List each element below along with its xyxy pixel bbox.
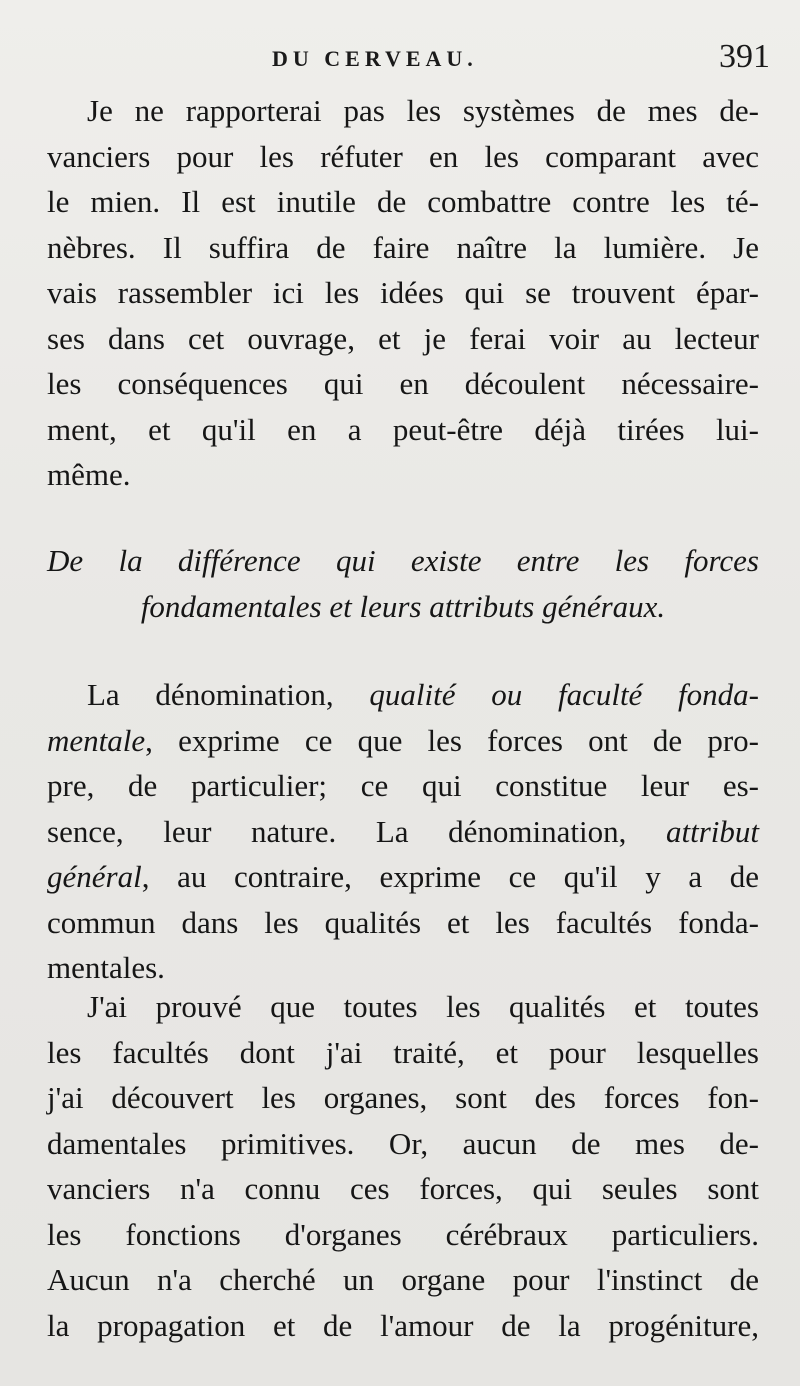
text-roman: , exprime ce que les forces ont de pro-: [145, 722, 759, 758]
page-header: [0, 38, 800, 88]
text-line: vanciers pour les réfuter en les comparant avec: [47, 138, 759, 174]
text-roman: sence, leur nature. La dénomination,: [47, 813, 666, 849]
text-roman: , au contraire, exprime ce qu'il y a de: [141, 859, 759, 894]
page-number: 391: [719, 38, 770, 75]
text-line: les conséquences qui en découlent nécessaire-: [47, 366, 759, 401]
running-title: DU CERVEAU.: [272, 46, 478, 71]
text-line: ses dans cet ouvrage, et je ferai voir au lecteur: [47, 320, 759, 356]
paragraph-3: [47, 984, 759, 1348]
text-line: mentales.: [47, 950, 165, 985]
text-line: Je ne rapporterai pas les systèmes de mes de-: [87, 93, 759, 128]
text-line: même.: [47, 457, 131, 492]
text-italic: qualité ou faculté fonda-: [369, 677, 759, 712]
text-line: commun dans les qualités et les facultés fonda-: [47, 904, 759, 940]
text-line: J'ai prouvé que toutes les qualités et toutes: [87, 989, 759, 1024]
text-line: nèbres. Il suffira de faire naître la lumière. Je: [47, 229, 759, 265]
text-line: j'ai découvert les organes, sont des forces fon-: [47, 1080, 759, 1115]
section-heading: [47, 538, 759, 630]
text-line: [47, 854, 759, 900]
text-line: damentales primitives. Or, aucun de mes de-: [47, 1125, 759, 1161]
text-italic: mentale: [47, 722, 146, 758]
paragraph-2: [47, 672, 759, 991]
text-line: le mien. Il est inutile de combattre contre les té-: [47, 184, 759, 219]
paragraph-1: [47, 88, 759, 498]
text-italic: général: [47, 859, 142, 894]
text-roman: La dénomination,: [87, 677, 370, 712]
section-heading-line-1: De la différence qui existe entre les forces: [47, 543, 759, 578]
text-line: [47, 809, 759, 855]
text-line: les fonctions d'organes cérébraux particuliers.: [47, 1216, 759, 1252]
text-line: vais rassembler ici les idées qui se trouvent épar-: [47, 275, 759, 310]
text-line: pre, de particulier; ce qui constitue leur es-: [47, 768, 759, 803]
text-line: [47, 718, 759, 764]
text-line: Aucun n'a cherché un organe pour l'instinct de: [47, 1262, 759, 1297]
text-line: ment, et qu'il en a peut-être déjà tirées lui-: [47, 411, 759, 447]
text-line: vanciers n'a connu ces forces, qui seules sont: [47, 1171, 759, 1206]
section-heading-line-2: fondamentales et leurs attributs généraux.: [140, 589, 666, 624]
text-line: la propagation et de l'amour de la progéniture,: [47, 1307, 759, 1343]
text-line: les facultés dont j'ai traité, et pour lesquelles: [47, 1034, 759, 1070]
text-italic: attribut: [665, 813, 759, 849]
text-line: [47, 672, 759, 718]
